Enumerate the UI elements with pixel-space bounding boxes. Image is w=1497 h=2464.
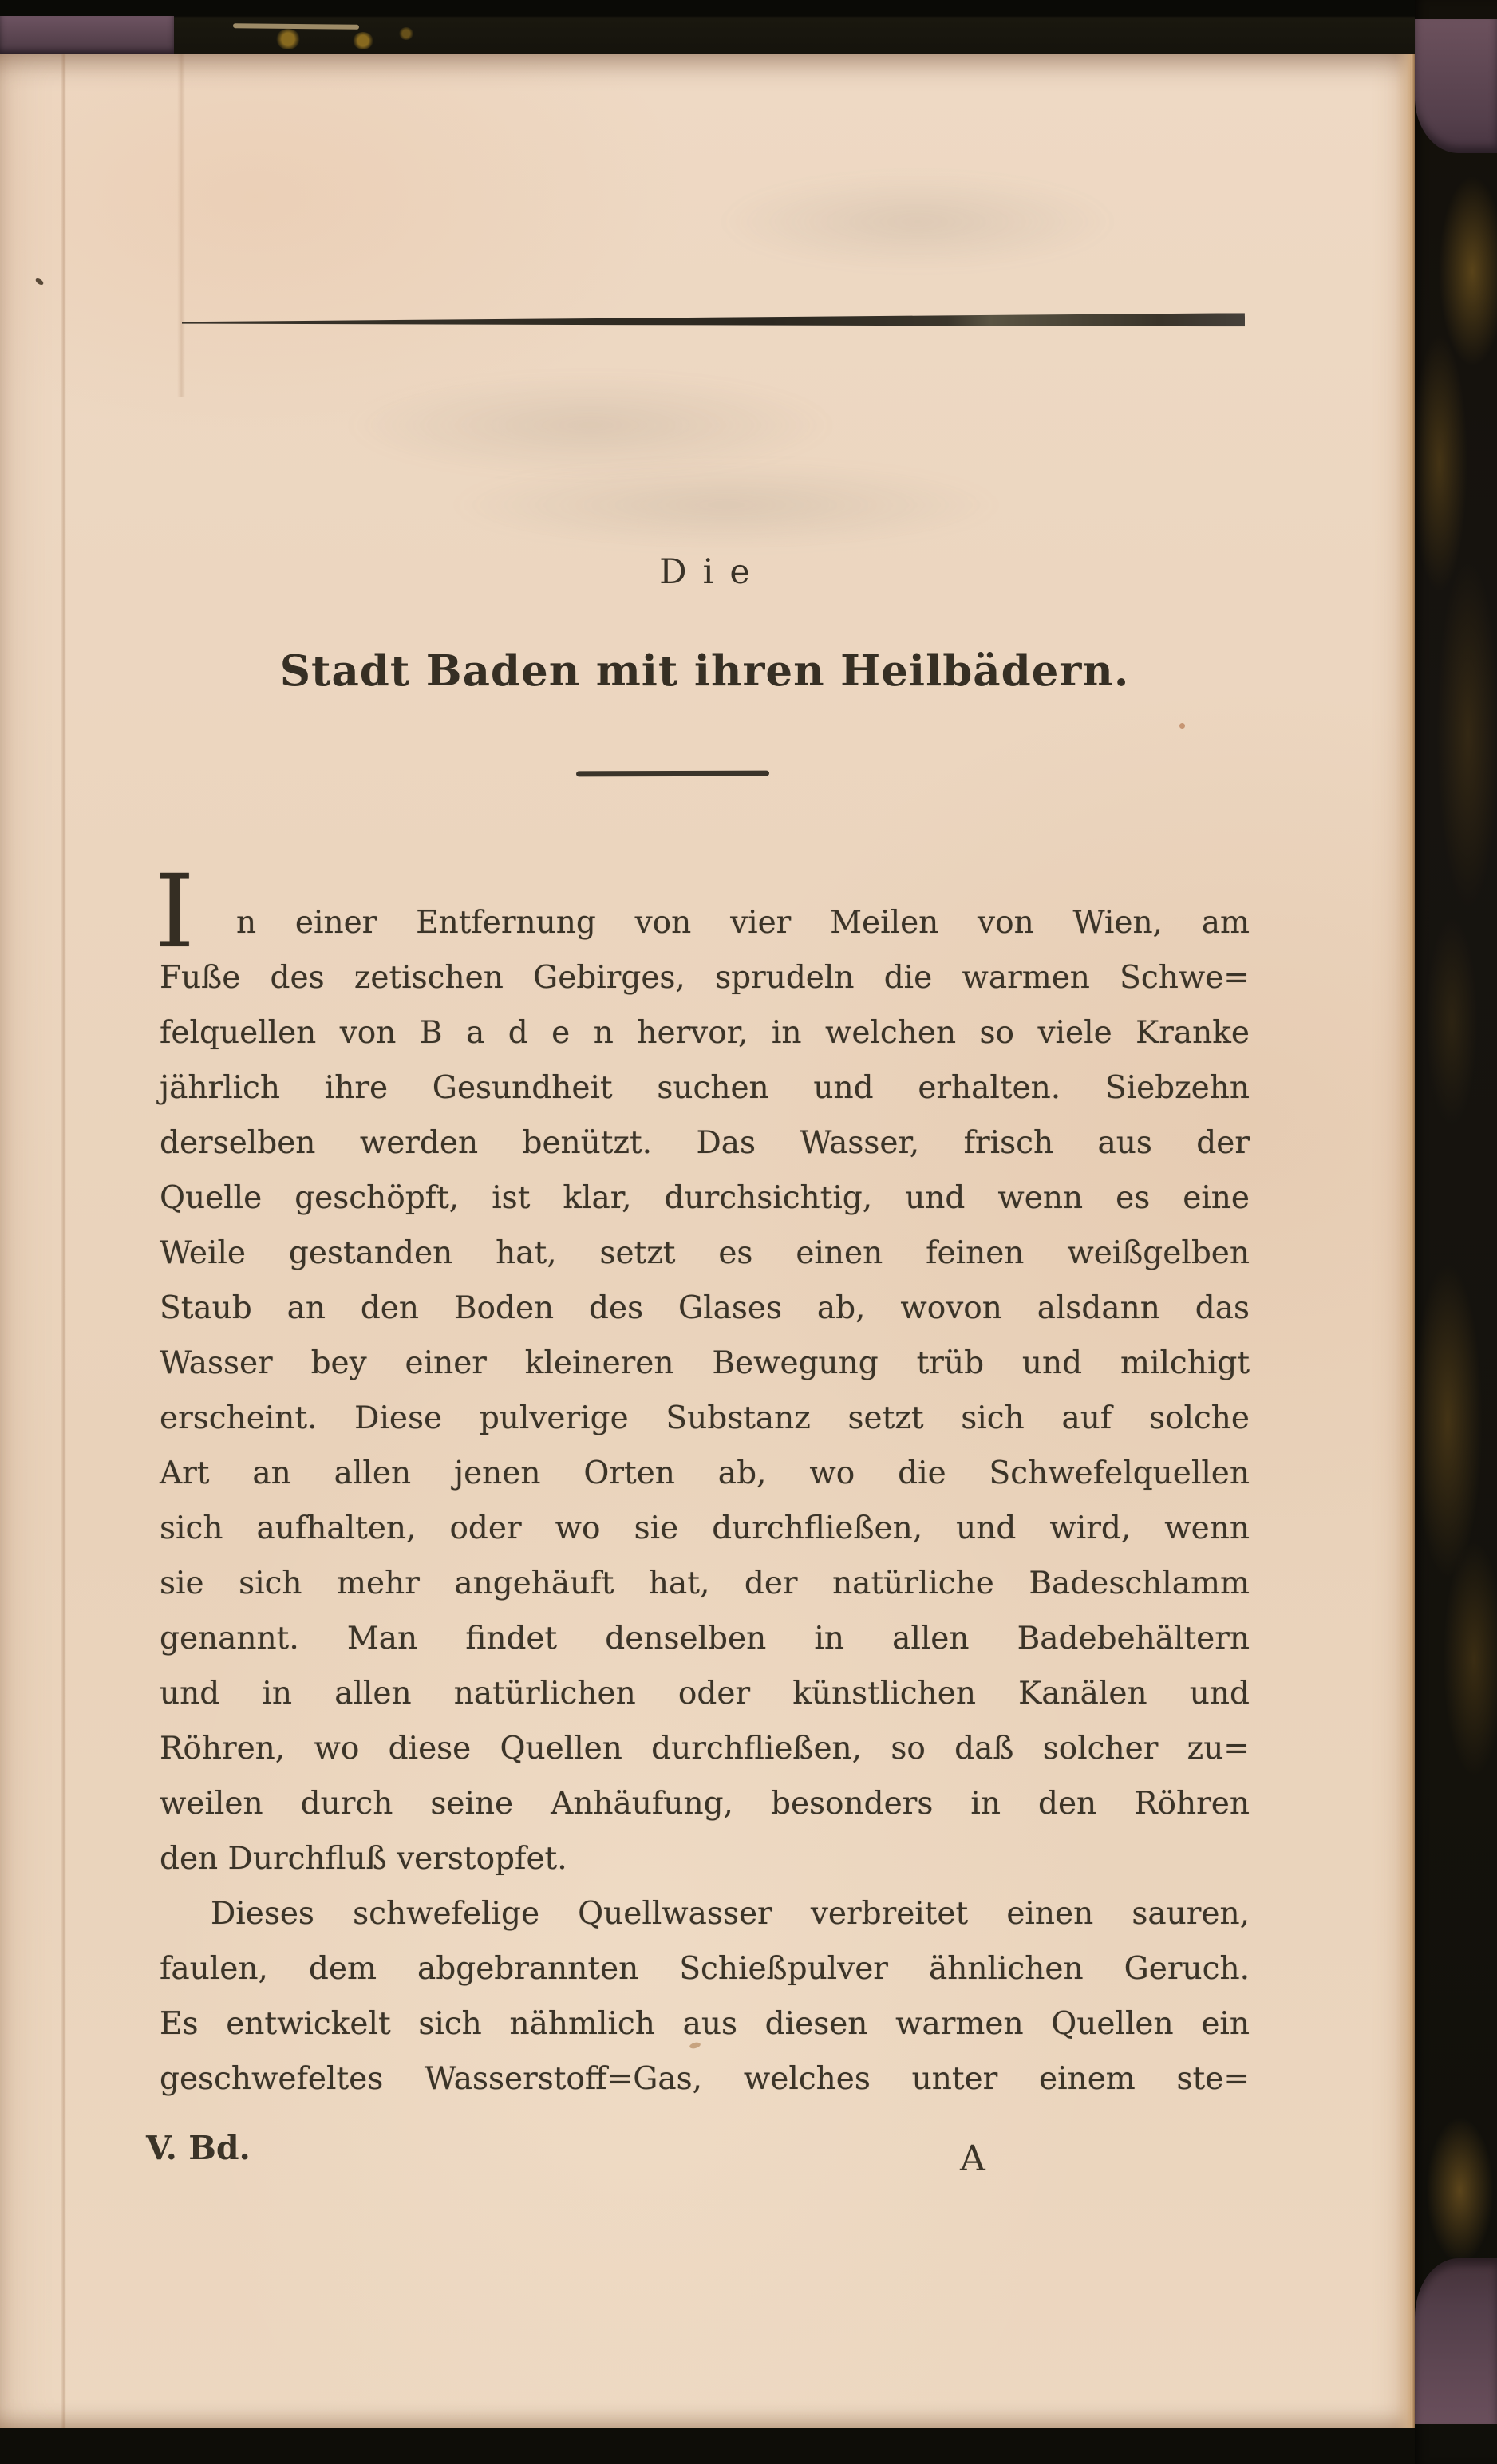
binding-right-cover: [1415, 0, 1497, 2464]
binding-maroon-strip: [0, 16, 174, 56]
paper-crease: [177, 54, 185, 397]
body-line: Quelle geschöpft, ist klar, durchsichtig, und wenn es eine: [160, 1180, 1250, 1216]
body-line: Wasser bey einer kleineren Bewegung trüb und milchigt: [160, 1345, 1250, 1381]
body-text: [155, 853, 1250, 2107]
body-line: Dieses schwefelige Quellwasser verbreitet einen sauren,: [211, 1896, 1250, 1932]
body-line: sie sich mehr angehäuft hat, der natürliche Badeschlamm: [160, 1566, 1250, 1601]
body-line: Es entwickelt sich nähmlich aus diesen warmen Quellen ein: [160, 2006, 1250, 2042]
book-page: [0, 54, 1415, 2428]
title-divider-rule: [576, 771, 769, 777]
body-line: Fuße des zetischen Gebirges, sprudeln die warmen Schwe=: [160, 960, 1250, 996]
body-line: Röhren, wo diese Quellen durchfließen, so daß solcher zu=: [160, 1731, 1250, 1767]
binding-top-band: [0, 0, 1497, 56]
marble-gold-fleck: [399, 27, 413, 40]
body-line: derselben werden benützt. Das Wasser, frisch aus der: [160, 1125, 1250, 1161]
body-line: Art an allen jenen Orten ab, wo die Schwefelquellen: [160, 1455, 1250, 1491]
body-line: und in allen natürlichen oder künstlichen Kanälen und: [160, 1676, 1250, 1712]
body-line: felquellen von B a d e n hervor, in welchen so viele Kranke: [160, 1015, 1250, 1051]
page-deckle-edge: [1396, 54, 1415, 2428]
body-line: Staub an den Boden des Glases ab, wovon alsdann das: [160, 1290, 1250, 1326]
body-line: genannt. Man findet denselben in allen Badebehältern: [160, 1621, 1250, 1656]
body-line: den Durchfluß verstopfet.: [160, 1841, 567, 1877]
paper-speck: [1179, 723, 1185, 729]
signature-mark: A: [960, 2138, 985, 2179]
leather-corner-bottom: [1415, 2258, 1497, 2424]
body-line: geschwefeltes Wasserstoff=Gas, welches unter einem ste=: [160, 2061, 1250, 2097]
binding-scratch-mark: [233, 23, 359, 30]
page-title: Stadt Baden mit ihren Heilbädern.: [279, 646, 1130, 696]
volume-mark: V. Bd.: [146, 2129, 251, 2167]
leather-corner-top: [1415, 19, 1497, 153]
body-line: weilen durch seine Anhäufung, besonders in den Röhren: [160, 1786, 1250, 1822]
drop-cap-initial: I: [155, 853, 195, 970]
title-kicker: Die: [659, 552, 766, 592]
show-through-smudge: [447, 461, 1005, 549]
paper-crease: [61, 54, 66, 2428]
show-through-smudge: [718, 174, 1117, 270]
body-line: Weile gestanden hat, setzt es einen feinen weißgelben: [160, 1235, 1250, 1271]
paper-speck: [34, 277, 44, 286]
body-line: sich aufhalten, oder wo sie durchfließen, und wird, wenn: [160, 1510, 1250, 1546]
body-line-text: n einer Entfernung von vier Meilen von Wien, am: [236, 905, 1250, 941]
body-line: faulen, dem abgebrannten Schießpulver ähnlichen Geruch.: [160, 1951, 1250, 1987]
body-line: jährlich ihre Gesundheit suchen und erhalten. Siebzehn: [160, 1070, 1250, 1106]
body-line: erscheint. Diese pulverige Substanz setzt sich auf solche: [160, 1400, 1250, 1436]
marble-gold-fleck: [353, 32, 373, 49]
header-rule: [182, 313, 1245, 329]
body-line: [155, 853, 1250, 970]
marble-gold-fleck: [276, 29, 300, 49]
